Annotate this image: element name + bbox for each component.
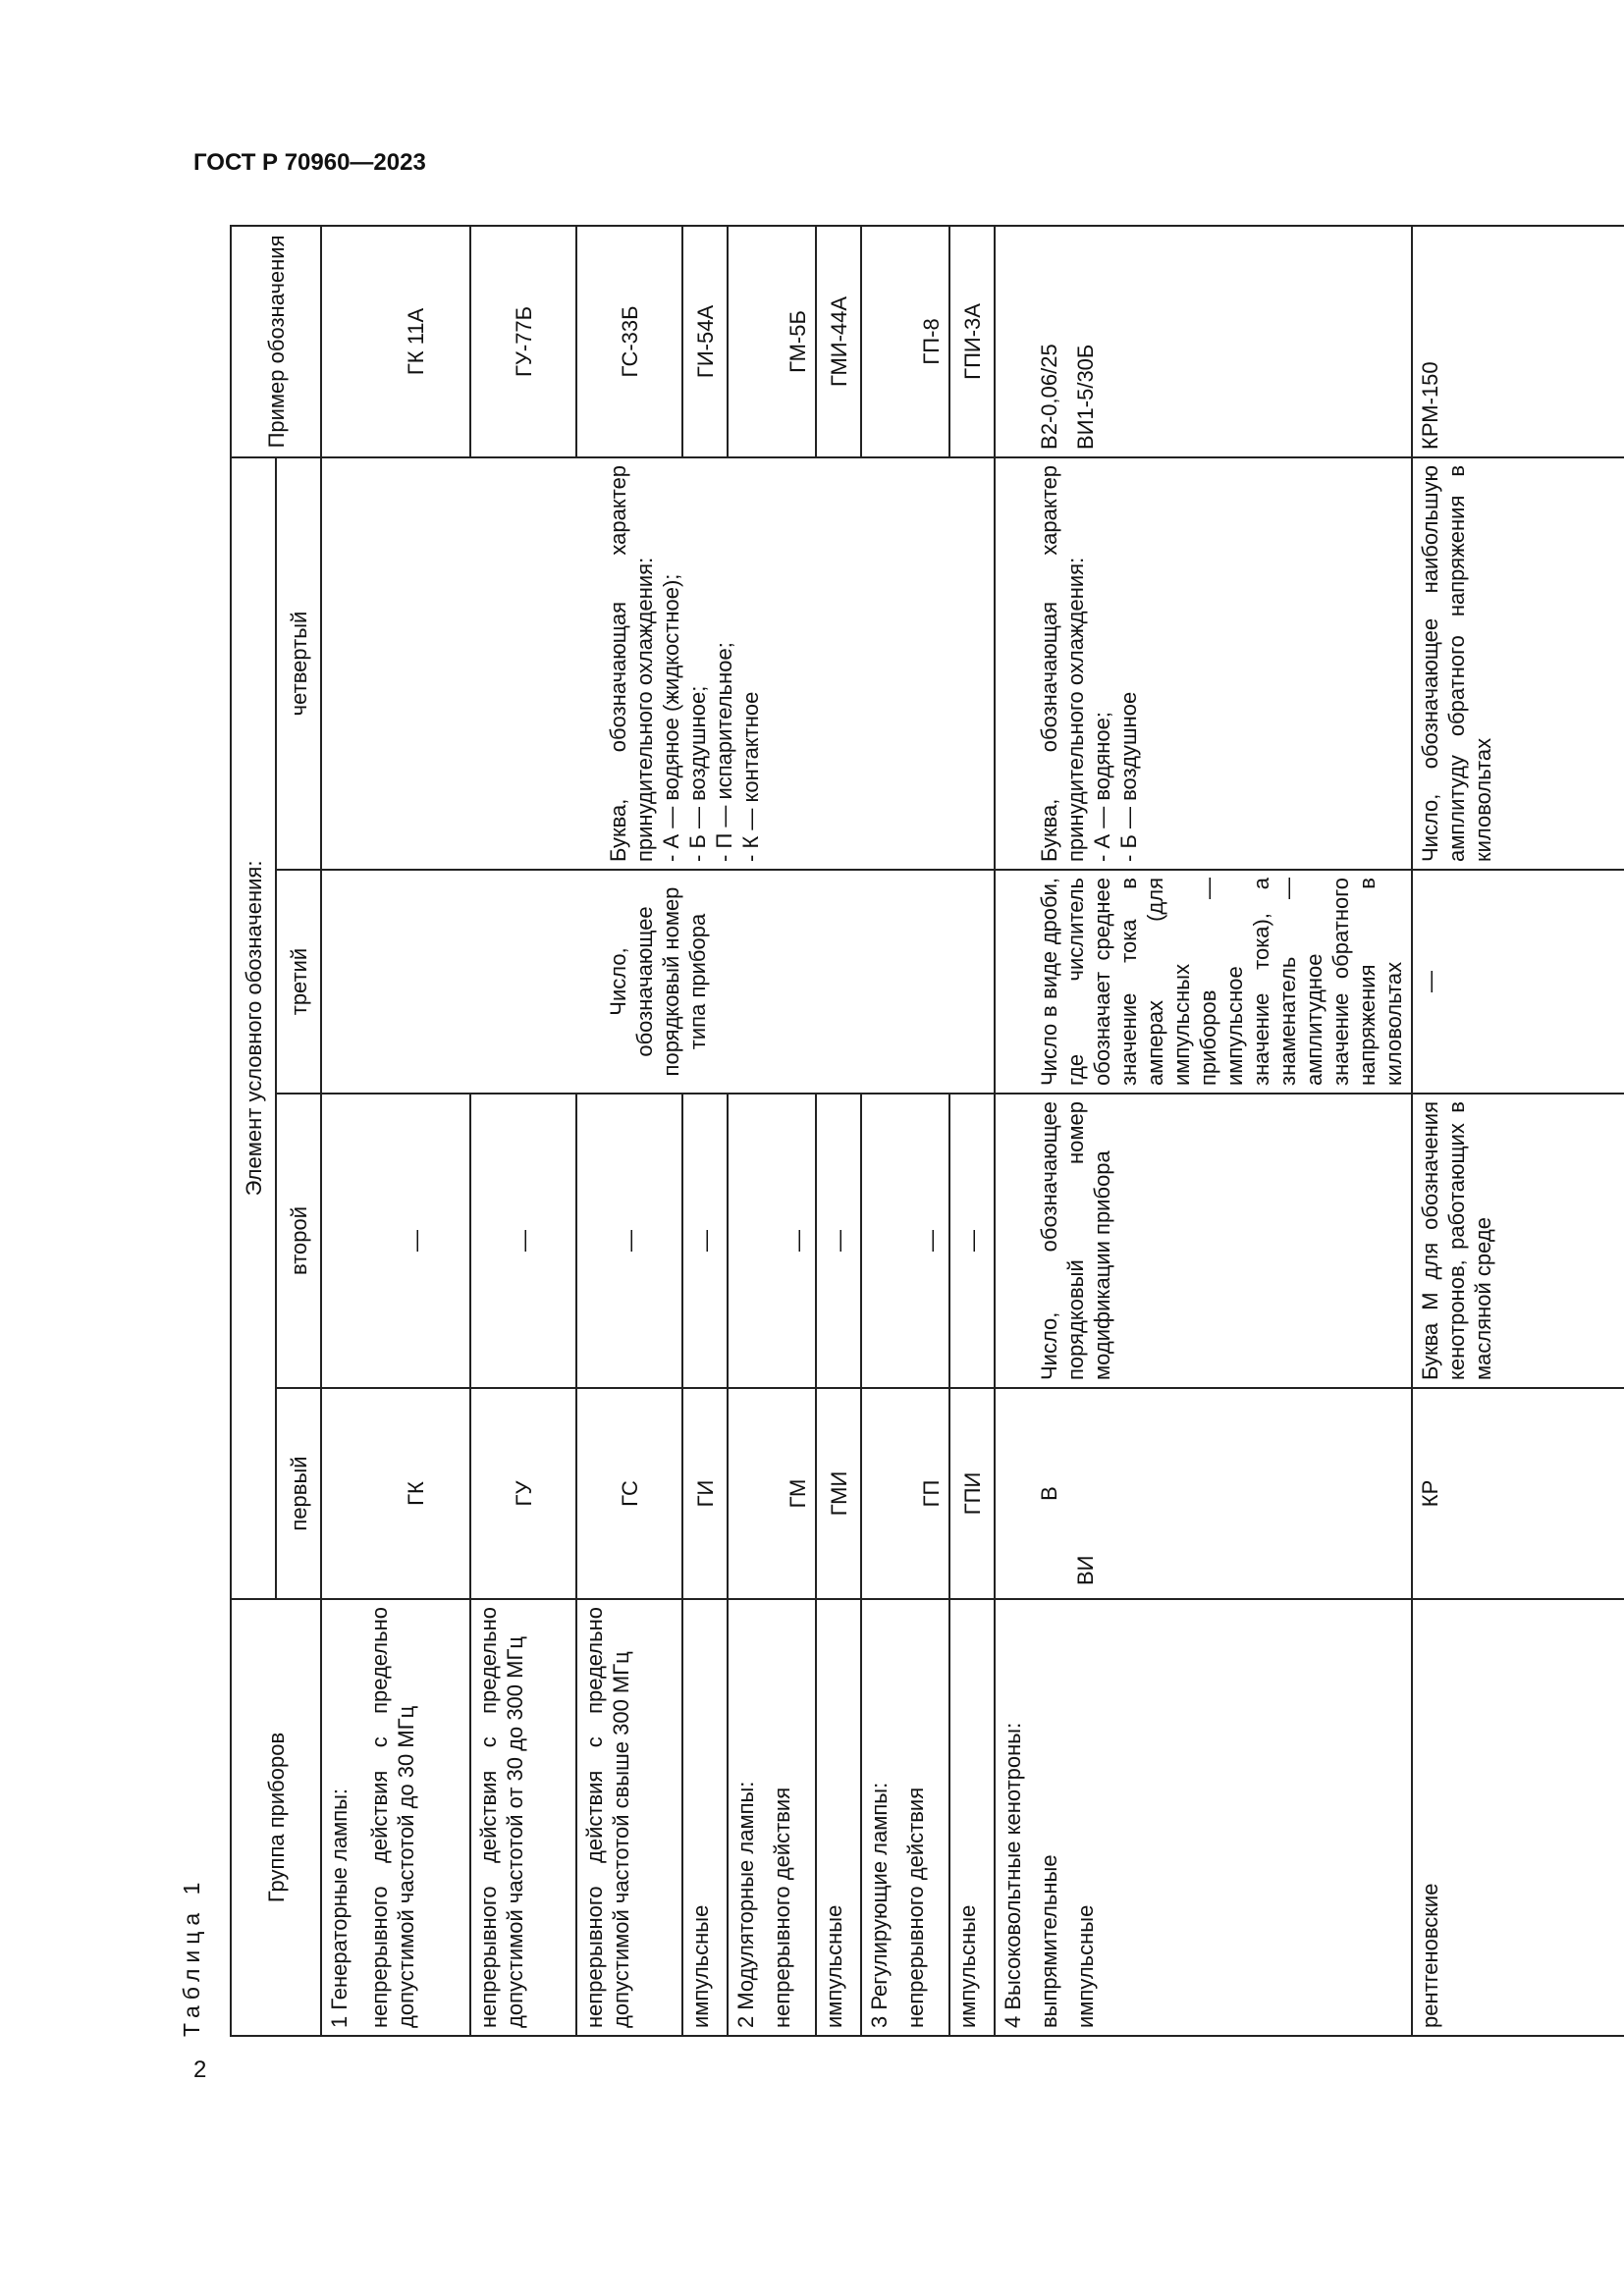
table-cell-second: Буква М для обозначения кенотронов, работающих в масляной среде [1412,1094,1624,1388]
table-cell-first: ГУ [470,1388,576,1599]
table-cell-example: ГС-33Б [576,226,682,457]
lamps-third-cell [321,870,995,1094]
table-cell-second: — [949,1094,995,1388]
table-cell-first-value: В [1037,1486,1061,1501]
lamps-fourth-line: - А — водяное (жидкостное); [659,573,683,862]
table-row-label: импульсные [1073,1904,1098,2028]
table-row-label: непрерывного действия с предельно допустимой частотой до 30 МГц [362,1599,470,2036]
table-cell-example-value: В2-0,06/25 [1037,344,1061,450]
lamps-fourth-line: - Б — воздушное; [685,685,710,862]
table-row-label: выпрямительные [1037,1854,1061,2028]
group-title [995,1599,1412,2036]
table-cell-example: ГК 11А [362,226,470,457]
table-row-label: импульсные [949,1599,995,2036]
table-cell-first: ГИ [682,1388,728,1599]
table-cell-first: КР [1412,1388,1624,1599]
group-title-text: 2 Модуляторные лампы: [733,1781,758,2028]
table-cell-example: ГМИ-44А [816,226,861,457]
table-rotated-container [230,227,1495,2037]
table-cell-third: — [1412,870,1624,1094]
table-cell-first: ГМИ [816,1388,861,1599]
kenotron-second [995,1094,1412,1388]
table-cell-second: — [576,1094,682,1388]
kenotron-fourth [995,457,1412,870]
table-caption: Таблица 1 [179,1876,204,2037]
lamps-fourth-cell [321,457,995,870]
lamps-fourth-line: Буква, обозначающая характер принудительного охлаждения: [606,464,657,862]
header-fourth: четвертый [276,457,321,870]
group-title [861,1599,949,2036]
lamps-fourth-line: - П — испарительное; [712,642,736,862]
designation-table [230,225,1624,2037]
kenotron-third-text: Число в виде дроби, где числитель обозначает среднее значение тока в амперах (для импульсных приборов — импульсное значение тока), а знаменатель — амплитудное значение обратного напряжения в киловольтах [1037,878,1406,1086]
table-row-label: непрерывного действия [903,1787,928,2028]
table-row-label: непрерывного действия с предельно допустимой частотой от 30 до 300 МГц [470,1599,576,2036]
table-cell-example: КРМ-150 [1412,226,1624,457]
kenotron-fourth-line: Буква, обозначающая характер принудительного охлаждения: [1037,464,1088,862]
table-cell-first: ГК [362,1388,470,1599]
header-third: третий [276,870,321,1094]
table-cell-first [995,1388,1412,1599]
table-cell-example: ГИ-54А [682,226,728,457]
table-row-label: рентгеновские [1412,1599,1624,2036]
table-cell-first: ГМ [728,1388,816,1599]
table-row-label: импульсные [816,1599,861,2036]
table-cell-second: — [470,1094,576,1388]
table-cell-second: — [728,1094,816,1388]
group-title-text: 3 Регулирующие лампы: [867,1782,892,2028]
table-cell-first: ГП [861,1388,949,1599]
group-title [728,1599,816,2036]
header-element: Элемент условного обозначения: [231,457,276,1599]
header-first: первый [276,1388,321,1599]
table-row-label: непрерывного действия с предельно допустимой частотой свыше 300 МГц [576,1599,682,2036]
kenotron-fourth-line: - Б — воздушное [1116,691,1141,862]
kenotron-second-text: Число, обозначающее порядковый номер модификации прибора [1037,1101,1114,1380]
lamps-fourth-line: - К — контактное [738,691,763,862]
table-cell-second: — [816,1094,861,1388]
table-cell-example: ГМ-5Б [728,226,816,457]
table-cell-example-value: ВИ1-5/30Б [1073,344,1098,450]
table-row-label: импульсные [682,1599,728,2036]
table-cell-example: ГПИ-3А [949,226,995,457]
header-group: Группа приборов [231,1599,321,2036]
table-cell-second: — [362,1094,470,1388]
table-cell-example [995,226,1412,457]
table-row-label: непрерывного действия [770,1787,794,2028]
table-cell-fourth: Число, обозначающее наибольшую амплитуду обратного напряжения в киловольтах [1412,457,1624,870]
table-cell-example: ГУ-77Б [470,226,576,457]
lamps-third-text: Число, обозначающее порядковый номер типа прибора [606,886,710,1077]
document-header: ГОСТ Р 70960—2023 [193,149,426,176]
header-example: Пример обозначения [231,226,321,457]
table-cell-first-value: ВИ [1073,1555,1098,1585]
table-cell-example: ГП-8 [861,226,949,457]
table-cell-second: — [682,1094,728,1388]
page-number: 2 [193,2056,207,2083]
table-cell-first: ГС [576,1388,682,1599]
kenotron-third [995,870,1412,1094]
header-second: второй [276,1094,321,1388]
kenotron-fourth-line: - А — водяное; [1090,711,1114,862]
table-cell-second: — [861,1094,949,1388]
group-title-text: 4 Высоковольтные кенотроны: [1001,1722,1025,2028]
table-cell-first: ГПИ [949,1388,995,1599]
group-title: 1 Генераторные лампы: [321,1599,362,2036]
